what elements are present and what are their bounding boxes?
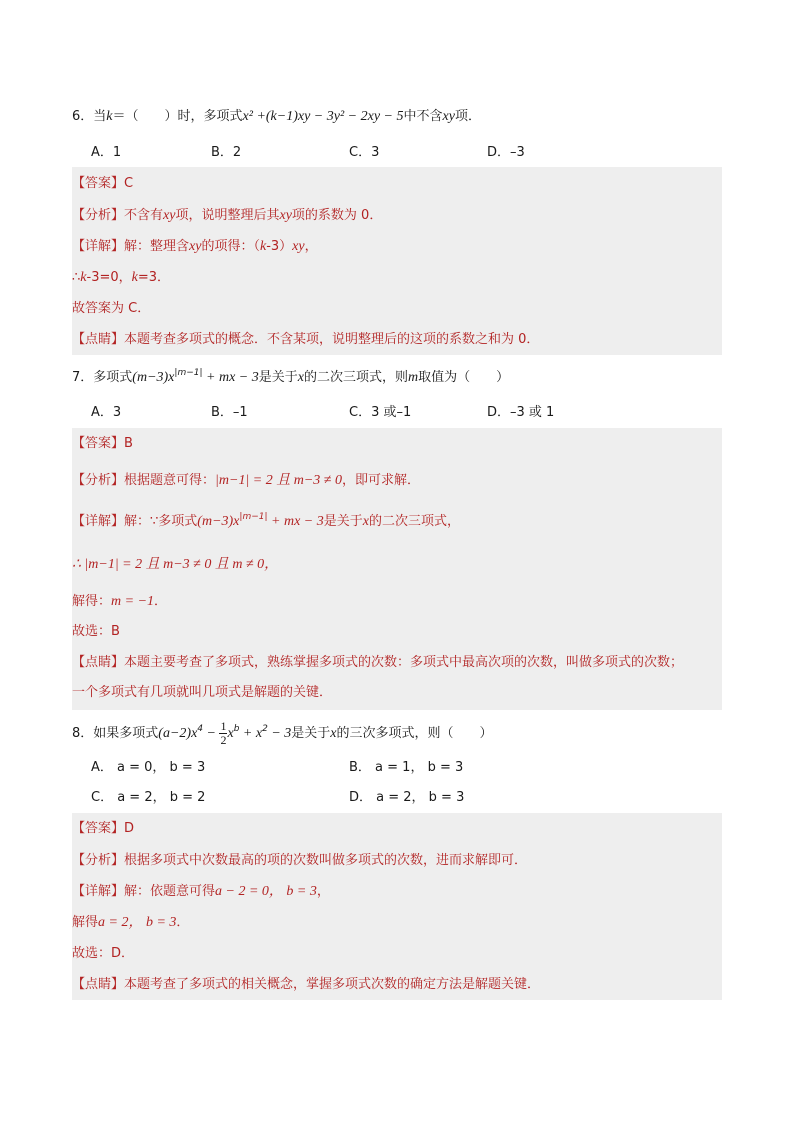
q7-analysis-pre: 根据题意可得： <box>124 473 216 488</box>
q6-analysis-xy2: xy <box>279 208 292 223</box>
q7-poly-rest: + mx − 3 <box>202 370 259 385</box>
answer-tag: 【答案】 <box>72 821 125 836</box>
q6-analysis-pre: 不含有 <box>124 208 164 223</box>
q6-option-a[interactable]: A．1 <box>91 145 122 160</box>
q6-paren: ＝（ ）时，多项式 <box>112 109 243 124</box>
therefore-symbol: ∴ <box>72 270 81 285</box>
q8-comment <box>72 975 540 995</box>
q7-text-post: 取值为（ ） <box>418 370 510 385</box>
q6-step-eq1: -3=0， <box>86 270 132 285</box>
q8-poly-rest-exponent: 2 <box>262 724 268 734</box>
q6-analysis-mid: 项，说明整理后其 <box>175 208 280 223</box>
q7-text-pre: 多项式 <box>93 370 133 385</box>
q7-therefore: ∴ |m−1| = 2 且 m−3 ≠ 0 且 m ≠ 0， <box>72 557 279 572</box>
q7-x: x <box>297 370 304 385</box>
q6-polynomial: x² +(k−1)xy − 3y² − 2xy − 5 <box>242 109 404 124</box>
q6-xy: xy <box>442 109 455 124</box>
q6-step-k2: k <box>131 270 138 285</box>
q6-comment-text: 本题考查多项式的概念．不含某项，说明整理后的这项的系数之和为 0． <box>124 332 540 347</box>
q8-option-d[interactable]: D． a = 2， b = 3 <box>349 790 465 805</box>
q7-analysis-post: ，即可求解． <box>341 473 420 488</box>
q7-m: m <box>407 370 419 385</box>
q7-solve <box>72 592 167 612</box>
q6-detail-end: ， <box>304 239 318 254</box>
q8-frac-numerator: 1 <box>220 719 227 733</box>
q8-detail-math: a − 2 = 0， b = 3 <box>215 884 317 899</box>
q7-analysis <box>72 471 420 491</box>
q8-text-pre: 如果多项式 <box>93 726 159 741</box>
q8-detail-pre: 解：依题意可得 <box>124 884 216 899</box>
q8-x: x <box>330 726 337 741</box>
q6-option-d[interactable]: D．–3 <box>487 145 525 160</box>
q7-option-b[interactable]: B．–1 <box>211 405 248 420</box>
q8-answer-value: D <box>124 821 135 836</box>
q7-text-mid2: 的二次三项式，则 <box>303 370 408 385</box>
q8-option-b[interactable]: B． a = 1， b = 3 <box>349 760 464 775</box>
q8-option-c[interactable]: C． a = 2， b = 2 <box>91 790 206 805</box>
q6-stem <box>72 107 481 127</box>
q7-option-c[interactable]: C．3 或–1 <box>349 405 412 420</box>
q8-solve-post: ． <box>176 915 190 930</box>
q7-option-d[interactable]: D．–3 或 1 <box>487 405 555 420</box>
answer-tag: 【答案】 <box>72 436 125 451</box>
q7-detail-pre: 解：∵多项式 <box>124 514 198 529</box>
q7-analysis-math: |m−1| = 2 且 m−3 ≠ 0 <box>215 473 342 488</box>
q7-comment-1 <box>72 653 683 673</box>
q8-poly-b: x <box>227 726 234 741</box>
q6-detail-xy: xy <box>189 239 202 254</box>
q8-text-post: 的三次多项式，则（ ） <box>336 726 493 741</box>
q8-poly-b-exponent: b <box>233 724 240 734</box>
q8-answer <box>72 819 134 839</box>
q7-stem <box>72 368 509 388</box>
q8-solve-math: a = 2， b = 3 <box>98 915 177 930</box>
q8-text-mid: 是关于 <box>291 726 331 741</box>
q8-solve <box>72 913 189 933</box>
q7-poly: (m−3)x <box>132 370 175 385</box>
q6-solution-box <box>72 167 722 355</box>
q6-answer <box>72 174 133 194</box>
q8-detail <box>72 882 330 902</box>
q6-detail <box>72 237 318 257</box>
q7-solve-post: ． <box>154 594 168 609</box>
q6-step <box>72 268 170 288</box>
analysis-tag: 【分析】 <box>72 853 125 868</box>
q6-detail-xy2: xy <box>292 239 305 254</box>
detail-tag: 【详解】 <box>72 514 125 529</box>
q8-poly-end: − 3 <box>267 726 292 741</box>
comment-tag: 【点睛】 <box>72 332 125 347</box>
q7-text-mid: 是关于 <box>258 370 298 385</box>
q8-detail-post: ， <box>316 884 330 899</box>
q8-poly-a-exponent: 4 <box>197 724 204 734</box>
q8-analysis <box>72 851 527 871</box>
q8-comment-text: 本题考查了多项式的相关概念，掌握多项式次数的确定方法是解题关键． <box>124 977 541 992</box>
q6-analysis <box>72 206 382 226</box>
q8-stem <box>72 720 493 747</box>
q6-option-b[interactable]: B．2 <box>211 145 242 160</box>
detail-tag: 【详解】 <box>72 884 125 899</box>
q6-conclusion: 故答案为 C． <box>72 301 151 316</box>
analysis-tag: 【分析】 <box>72 208 125 223</box>
q7-poly-exponent: |m−1| <box>174 368 203 378</box>
q6-detail-mid: 的项得：（ <box>201 239 260 254</box>
q6-detail-pre: 解：整理含 <box>124 239 190 254</box>
q6-comment <box>72 330 539 350</box>
q6-step-k1: k <box>80 270 87 285</box>
q6-text-mid: 中不含 <box>403 109 443 124</box>
q6-step-eq2: =3． <box>137 270 171 285</box>
q7-solve-pre: 解得： <box>72 594 112 609</box>
q7-detail-exponent: |m−1| <box>239 512 268 522</box>
q7-comment-2: 一个多项式有几项就叫几项式是解题的关键． <box>72 685 333 700</box>
q7-detail-rest: + mx − 3 <box>267 514 324 529</box>
q8-poly-minus: − <box>203 726 220 741</box>
q8-solution-box <box>72 813 722 1000</box>
comment-tag: 【点睛】 <box>72 977 125 992</box>
q6-text-pre: 当 <box>93 109 107 124</box>
q7-option-a[interactable]: A．3 <box>91 405 122 420</box>
q8-option-a[interactable]: A． a = 0， b = 3 <box>91 760 206 775</box>
q6-option-c[interactable]: C．3 <box>349 145 380 160</box>
q7-detail-poly: (m−3)x <box>197 514 240 529</box>
q8-frac-denominator: 2 <box>220 733 227 747</box>
q6-detail-k: k <box>259 239 267 254</box>
q6-detail-k-rest: -3） <box>266 239 293 254</box>
analysis-tag: 【分析】 <box>72 473 125 488</box>
q8-poly-rest: + x <box>239 726 263 741</box>
q7-detail-mid: 是关于 <box>323 514 363 529</box>
q8-analysis-text: 根据多项式中次数最高的项的次数叫做多项式的次数，进而求解即可． <box>124 853 528 868</box>
q6-number: 6． <box>72 109 94 124</box>
q7-solve-math: m = −1 <box>111 594 155 609</box>
q8-conclusion: 故选：D． <box>72 946 135 961</box>
q7-conclusion: 故选：B <box>72 624 120 639</box>
q7-detail-x: x <box>362 514 369 529</box>
q8-number: 8． <box>72 726 94 741</box>
q7-number: 7． <box>72 370 94 385</box>
detail-tag: 【详解】 <box>72 239 125 254</box>
q6-k: k <box>106 109 113 124</box>
q7-detail-post: 的二次三项式， <box>368 514 460 529</box>
q7-answer <box>72 434 133 454</box>
q6-answer-value: C <box>124 176 134 191</box>
q8-solve-pre: 解得 <box>72 915 99 930</box>
q6-text-post: 项． <box>454 109 481 124</box>
q6-analysis-xy: xy <box>163 208 176 223</box>
q7-detail <box>72 512 460 532</box>
q7-answer-value: B <box>124 436 133 451</box>
q6-analysis-post: 项的系数为 0． <box>291 208 383 223</box>
q7-comment-text-1: 本题主要考查了多项式，熟练掌握多项式的次数：多项式中最高次项的次数，叫做多项式的次数； <box>124 655 684 670</box>
q8-poly-a: (a−2)x <box>158 726 198 741</box>
answer-tag: 【答案】 <box>72 176 125 191</box>
comment-tag: 【点睛】 <box>72 655 125 670</box>
